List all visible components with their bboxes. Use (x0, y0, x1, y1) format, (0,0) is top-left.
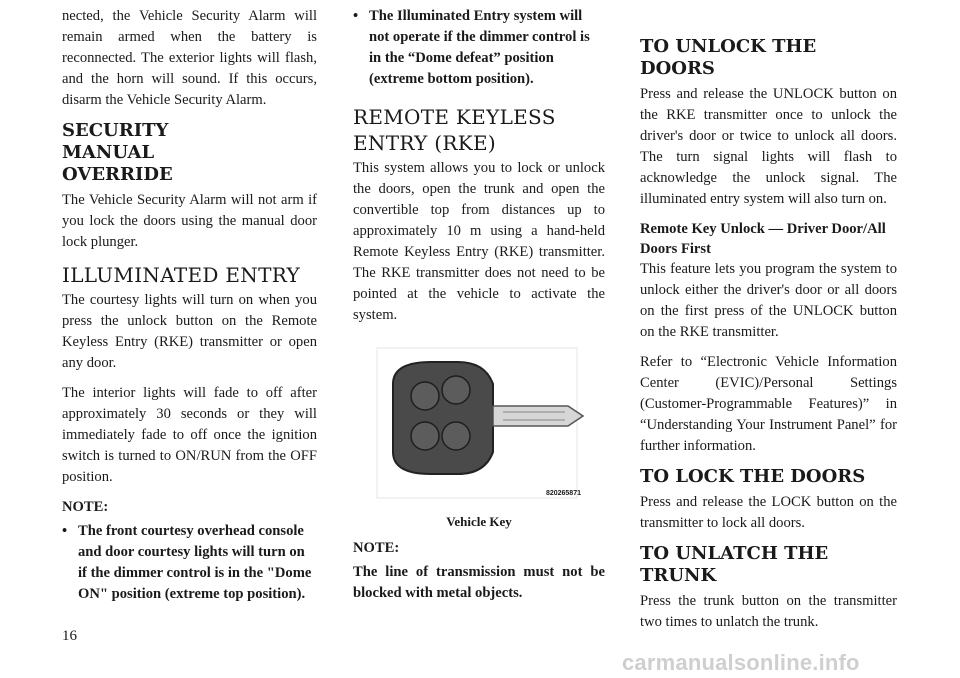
figure-caption: Vehicle Key (446, 514, 512, 529)
list-item (62, 521, 317, 605)
heading-security-manual-override: SECURITY MANUAL OVERRIDE (62, 120, 173, 185)
heading-unlatch-trunk: TO UNLATCH THE TRUNK (640, 543, 829, 586)
column-right (640, 6, 897, 642)
heading-illuminated-entry: ILLUMINATED ENTRY (62, 263, 300, 287)
override-paragraph: The Vehicle Security Alarm will not arm if you lock the doors using the manual door lock plunger. (62, 192, 317, 250)
unlock-button-icon (442, 376, 470, 404)
heading-remote-keyless-entry: REMOTE KEYLESS ENTRY (RKE) (353, 105, 556, 155)
list-item-text: The front courtesy overhead console and door courtesy lights will turn on if the dimmer control is in the "Dome ON" position (extreme top position). (78, 523, 312, 602)
column-middle (353, 6, 605, 613)
rke-paragraph: This system allows you to lock or unlock the doors, open the trunk and open the convertible top from distances up to approximately 10 m using a hand-held Remote Keyless Entry (RKE) transmitter. The RKE transmitter does not need to be pointed at the vehicle to activate the system. (353, 160, 605, 323)
vehicle-key-image (353, 344, 605, 504)
page-number: 16 (62, 628, 77, 644)
subheading-remote-key-unlock: Remote Key Unlock — Driver Door/All Doors First (640, 221, 886, 257)
illuminated-paragraph-2: The interior lights will fade to off after approximately 30 seconds or they will immediately fade to off once the ignition switch is turned to ON/RUN from the OFF position. (62, 385, 317, 485)
unlock-paragraph: Press and release the UNLOCK button on the RKE transmitter once to unlock the driver's door or twice to unlock all doors. The turn signal lights will flash to acknowledge the unlock signal. The illuminated entry system will also turn on. (640, 86, 897, 207)
note-label: NOTE: (353, 540, 400, 556)
key-blade-icon (493, 406, 583, 426)
lock-button-icon (411, 382, 439, 410)
watermark: carmanualsonline.info (622, 650, 860, 675)
list-item-text: The Illuminated Entry system will not operate if the dimmer control is in the “Dome defeat” position (extreme bottom position). (369, 8, 590, 87)
column-left (62, 6, 317, 611)
bullet-list (353, 6, 605, 90)
bullet-icon: • (62, 523, 68, 539)
remote-key-unlock-paragraph: This feature lets you program the system to unlock either the driver's door or all doors on the first press of the UNLOCK button on the RKE transmitter. (640, 261, 897, 340)
note-label: NOTE: (62, 499, 109, 515)
heading-lock-doors: TO LOCK THE DOORS (640, 466, 866, 487)
trunk-button-icon (411, 422, 439, 450)
intro-paragraph: nected, the Vehicle Security Alarm will remain armed when the battery is reconnected. The exterior lights will flash, and the horn will sound. If this occurs, disarm the Vehicle Security Alarm. (62, 8, 317, 108)
panic-button-icon (442, 422, 470, 450)
vehicle-key-figure (353, 344, 605, 512)
note-list (62, 521, 317, 605)
lock-paragraph: Press and release the LOCK button on the transmitter to lock all doors. (640, 494, 897, 531)
figure-id: 820265871 (545, 490, 581, 497)
bullet-icon: • (353, 8, 359, 24)
list-item (353, 6, 605, 90)
note-text: The line of transmission must not be blocked with metal objects. (353, 564, 605, 601)
refer-paragraph: Refer to “Electronic Vehicle Information Center (EVIC)/Personal Settings (Customer-Programmable Features)” in “Understanding Your Instrument Panel” for further information. (640, 354, 897, 454)
illuminated-paragraph-1: The courtesy lights will turn on when you press the unlock button on the Remote Keyless Entry (RKE) transmitter or open any door. (62, 292, 317, 371)
heading-unlock-doors: TO UNLOCK THE DOORS (640, 36, 817, 79)
trunk-paragraph: Press the trunk button on the transmitter two times to unlatch the trunk. (640, 593, 897, 630)
